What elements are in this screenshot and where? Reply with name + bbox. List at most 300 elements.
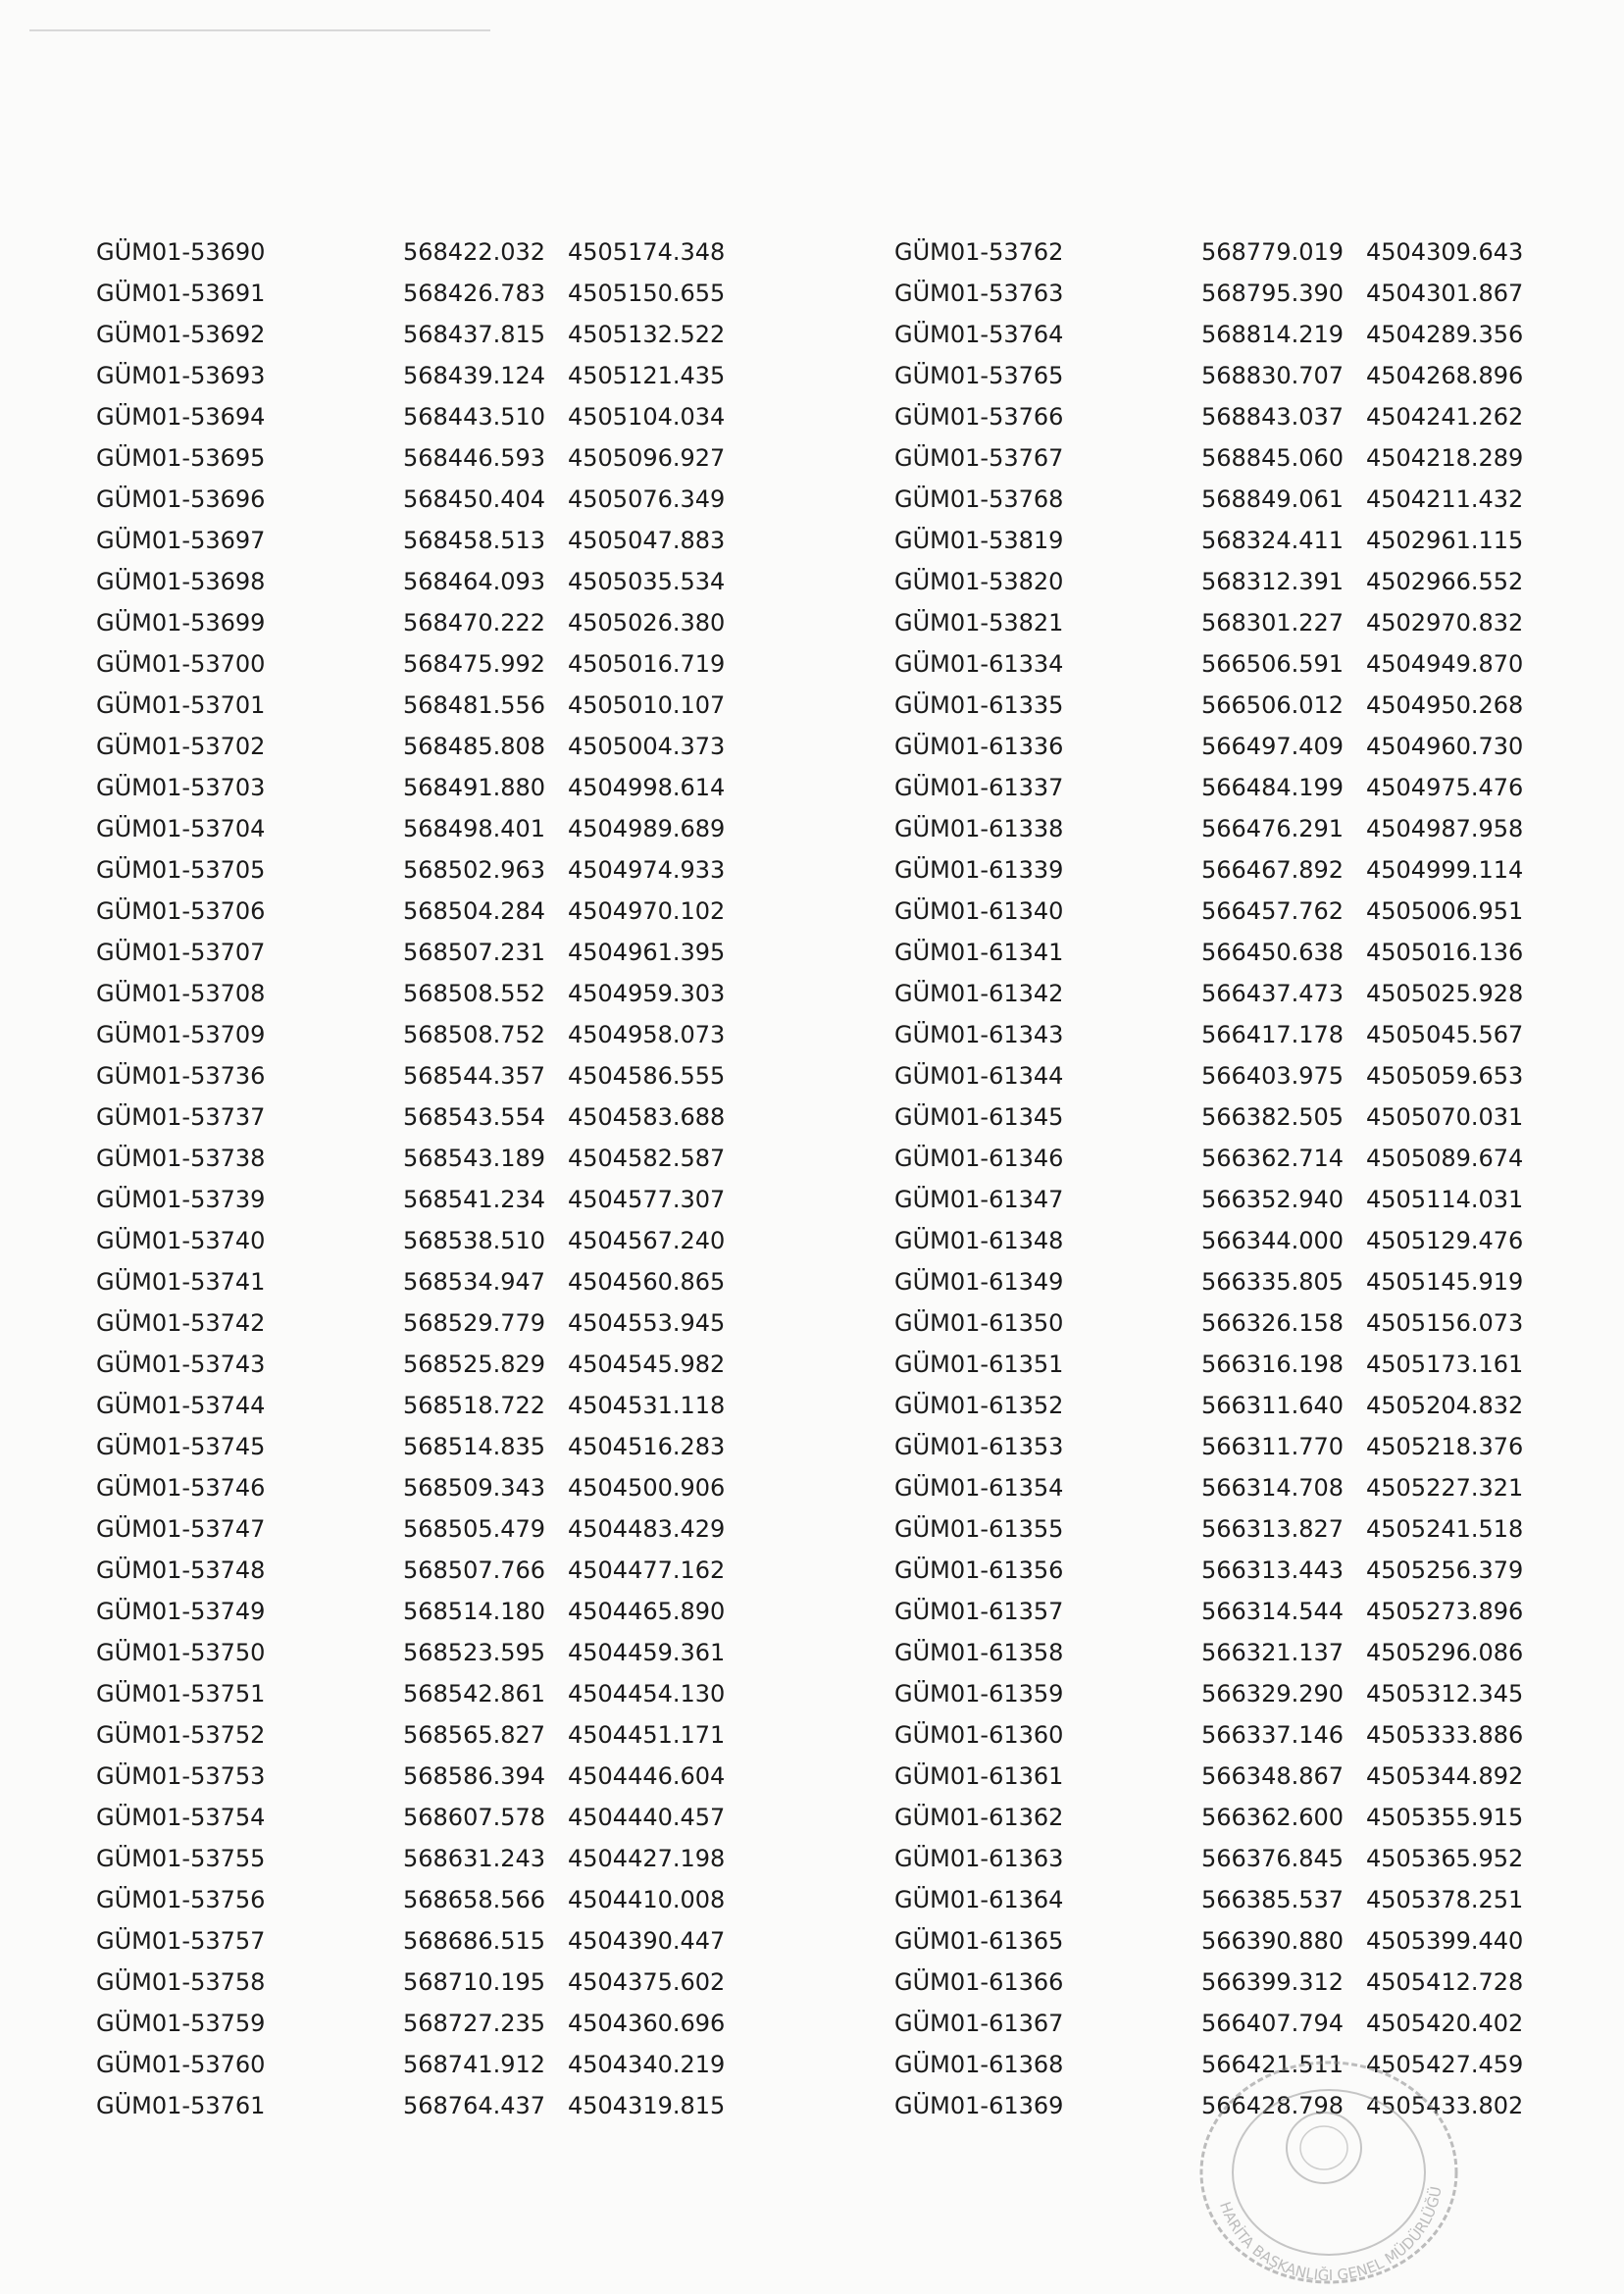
y-coordinate-cell: 4505433.802 [1366, 2092, 1524, 2119]
x-coordinate-cell: 568498.401 [403, 815, 546, 842]
y-coordinate-cell: 4504516.283 [568, 1433, 726, 1460]
x-coordinate-cell: 566311.640 [1201, 1392, 1345, 1419]
table-row [894, 973, 1542, 1014]
y-coordinate-cell: 4505010.107 [568, 691, 726, 719]
x-coordinate-cell: 566344.000 [1201, 1227, 1345, 1254]
point-id-cell: GÜM01-53695 [96, 444, 266, 472]
table-row [894, 561, 1542, 602]
y-coordinate-cell: 4505344.892 [1366, 1762, 1524, 1790]
x-coordinate-cell: 566316.198 [1201, 1351, 1345, 1378]
x-coordinate-cell: 566362.714 [1201, 1145, 1345, 1172]
y-coordinate-cell: 4504553.945 [568, 1309, 726, 1337]
x-coordinate-cell: 568849.061 [1201, 485, 1345, 513]
table-row [96, 891, 773, 932]
point-id-cell: GÜM01-53703 [96, 774, 266, 801]
y-coordinate-cell: 4505150.655 [568, 280, 726, 307]
table-row [894, 1014, 1542, 1055]
x-coordinate-cell: 568543.554 [403, 1103, 546, 1131]
table-row [96, 396, 773, 437]
y-coordinate-cell: 4504446.604 [568, 1762, 726, 1790]
x-coordinate-cell: 566476.291 [1201, 815, 1345, 842]
table-row [894, 1096, 1542, 1138]
x-coordinate-cell: 568437.815 [403, 321, 546, 348]
y-coordinate-cell: 4504301.867 [1366, 280, 1524, 307]
point-id-cell: GÜM01-61343 [894, 1021, 1064, 1048]
table-row [96, 1797, 773, 1838]
y-coordinate-cell: 4505227.321 [1366, 1474, 1524, 1502]
table-row [894, 1055, 1542, 1096]
point-id-cell: GÜM01-61357 [894, 1598, 1064, 1625]
x-coordinate-cell: 566484.199 [1201, 774, 1345, 801]
point-id-cell: GÜM01-61351 [894, 1351, 1064, 1378]
point-id-cell: GÜM01-61360 [894, 1721, 1064, 1749]
point-id-cell: GÜM01-53739 [96, 1186, 266, 1213]
table-row [96, 231, 773, 273]
table-row [894, 1714, 1542, 1756]
table-row [894, 891, 1542, 932]
x-coordinate-cell: 568607.578 [403, 1804, 546, 1831]
y-coordinate-cell: 4505096.927 [568, 444, 726, 472]
table-row [894, 1673, 1542, 1714]
table-row [894, 1756, 1542, 1797]
point-id-cell: GÜM01-61359 [894, 1680, 1064, 1708]
point-id-cell: GÜM01-53740 [96, 1227, 266, 1254]
y-coordinate-cell: 4505089.674 [1366, 1145, 1524, 1172]
table-row [96, 1426, 773, 1467]
point-id-cell: GÜM01-53698 [96, 568, 266, 595]
y-coordinate-cell: 4505121.435 [568, 362, 726, 389]
point-id-cell: GÜM01-61344 [894, 1062, 1064, 1090]
x-coordinate-cell: 566321.137 [1201, 1639, 1345, 1666]
table-row [894, 643, 1542, 685]
y-coordinate-cell: 4504545.982 [568, 1351, 726, 1378]
table-row [96, 2085, 773, 2126]
x-coordinate-cell: 568525.829 [403, 1351, 546, 1378]
point-id-cell: GÜM01-53736 [96, 1062, 266, 1090]
x-coordinate-cell: 566311.770 [1201, 1433, 1345, 1460]
table-row [96, 520, 773, 561]
point-id-cell: GÜM01-53762 [894, 238, 1064, 266]
point-id-cell: GÜM01-61368 [894, 2051, 1064, 2078]
x-coordinate-cell: 568586.394 [403, 1762, 546, 1790]
x-coordinate-cell: 566362.600 [1201, 1804, 1345, 1831]
table-row [894, 849, 1542, 891]
point-id-cell: GÜM01-61342 [894, 980, 1064, 1007]
table-row [894, 932, 1542, 973]
table-row [894, 1550, 1542, 1591]
point-id-cell: GÜM01-53741 [96, 1268, 266, 1296]
point-id-cell: GÜM01-53821 [894, 609, 1064, 637]
y-coordinate-cell: 4504989.689 [568, 815, 726, 842]
top-edge-line [29, 29, 490, 31]
table-row [96, 2044, 773, 2085]
y-coordinate-cell: 4504440.457 [568, 1804, 726, 1831]
table-row [96, 1838, 773, 1879]
x-coordinate-cell: 568514.835 [403, 1433, 546, 1460]
y-coordinate-cell: 4505114.031 [1366, 1186, 1524, 1213]
x-coordinate-cell: 568727.235 [403, 2010, 546, 2037]
x-coordinate-cell: 568446.593 [403, 444, 546, 472]
point-id-cell: GÜM01-53759 [96, 2010, 266, 2037]
x-coordinate-cell: 568422.032 [403, 238, 546, 266]
x-coordinate-cell: 568508.552 [403, 980, 546, 1007]
y-coordinate-cell: 4505420.402 [1366, 2010, 1524, 2037]
x-coordinate-cell: 568507.766 [403, 1556, 546, 1584]
point-id-cell: GÜM01-53764 [894, 321, 1064, 348]
x-coordinate-cell: 566352.940 [1201, 1186, 1345, 1213]
point-id-cell: GÜM01-53704 [96, 815, 266, 842]
x-coordinate-cell: 568485.808 [403, 733, 546, 760]
point-id-cell: GÜM01-53753 [96, 1762, 266, 1790]
x-coordinate-cell: 566403.975 [1201, 1062, 1345, 1090]
y-coordinate-cell: 4504975.476 [1366, 774, 1524, 801]
y-coordinate-cell: 4505399.440 [1366, 1927, 1524, 1955]
y-coordinate-cell: 4505076.349 [568, 485, 726, 513]
y-coordinate-cell: 4505026.380 [568, 609, 726, 637]
x-coordinate-cell: 566450.638 [1201, 939, 1345, 966]
x-coordinate-cell: 568658.566 [403, 1886, 546, 1913]
point-id-cell: GÜM01-53746 [96, 1474, 266, 1502]
table-row [894, 1344, 1542, 1385]
point-id-cell: GÜM01-53706 [96, 897, 266, 925]
table-row [96, 602, 773, 643]
point-id-cell: GÜM01-61362 [894, 1804, 1064, 1831]
x-coordinate-cell: 568543.189 [403, 1145, 546, 1172]
point-id-cell: GÜM01-53820 [894, 568, 1064, 595]
y-coordinate-cell: 4504309.643 [1366, 238, 1524, 266]
table-row [96, 561, 773, 602]
x-coordinate-cell: 568529.779 [403, 1309, 546, 1337]
table-row [96, 643, 773, 685]
point-id-cell: GÜM01-61349 [894, 1268, 1064, 1296]
table-row [894, 1261, 1542, 1302]
x-coordinate-cell: 568324.411 [1201, 527, 1345, 554]
x-coordinate-cell: 566313.827 [1201, 1515, 1345, 1543]
point-id-cell: GÜM01-53765 [894, 362, 1064, 389]
y-coordinate-cell: 4504586.555 [568, 1062, 726, 1090]
y-coordinate-cell: 4504970.102 [568, 897, 726, 925]
point-id-cell: GÜM01-61356 [894, 1556, 1064, 1584]
point-id-cell: GÜM01-53697 [96, 527, 266, 554]
y-coordinate-cell: 4505296.086 [1366, 1639, 1524, 1666]
y-coordinate-cell: 4505365.952 [1366, 1845, 1524, 1872]
point-id-cell: GÜM01-61338 [894, 815, 1064, 842]
x-coordinate-cell: 566417.178 [1201, 1021, 1345, 1048]
x-coordinate-cell: 566382.505 [1201, 1103, 1345, 1131]
table-row [894, 1302, 1542, 1344]
table-row [96, 1673, 773, 1714]
point-id-cell: GÜM01-53691 [96, 280, 266, 307]
y-coordinate-cell: 4504958.073 [568, 1021, 726, 1048]
x-coordinate-cell: 568470.222 [403, 609, 546, 637]
point-id-cell: GÜM01-53696 [96, 485, 266, 513]
x-coordinate-cell: 566437.473 [1201, 980, 1345, 1007]
x-coordinate-cell: 568507.231 [403, 939, 546, 966]
y-coordinate-cell: 4505355.915 [1366, 1804, 1524, 1831]
y-coordinate-cell: 4504451.171 [568, 1721, 726, 1749]
table-row [96, 355, 773, 396]
point-id-cell: GÜM01-61348 [894, 1227, 1064, 1254]
coordinate-table-right [894, 231, 1542, 2126]
x-coordinate-cell: 566348.867 [1201, 1762, 1345, 1790]
x-coordinate-cell: 568514.180 [403, 1598, 546, 1625]
y-coordinate-cell: 4505412.728 [1366, 1968, 1524, 1996]
x-coordinate-cell: 568491.880 [403, 774, 546, 801]
table-row [894, 1838, 1542, 1879]
point-id-cell: GÜM01-53756 [96, 1886, 266, 1913]
y-coordinate-cell: 4505016.136 [1366, 939, 1524, 966]
point-id-cell: GÜM01-61335 [894, 691, 1064, 719]
x-coordinate-cell: 568312.391 [1201, 568, 1345, 595]
x-coordinate-cell: 568505.479 [403, 1515, 546, 1543]
point-id-cell: GÜM01-53748 [96, 1556, 266, 1584]
table-row [96, 437, 773, 479]
table-row [894, 726, 1542, 767]
x-coordinate-cell: 568502.963 [403, 856, 546, 884]
table-row [96, 1550, 773, 1591]
table-row [894, 808, 1542, 849]
table-row [894, 1138, 1542, 1179]
y-coordinate-cell: 4504998.614 [568, 774, 726, 801]
point-id-cell: GÜM01-53757 [96, 1927, 266, 1955]
y-coordinate-cell: 4504459.361 [568, 1639, 726, 1666]
point-id-cell: GÜM01-61340 [894, 897, 1064, 925]
y-coordinate-cell: 4504375.602 [568, 1968, 726, 1996]
x-coordinate-cell: 566407.794 [1201, 2010, 1345, 2037]
x-coordinate-cell: 568509.343 [403, 1474, 546, 1502]
x-coordinate-cell: 568631.243 [403, 1845, 546, 1872]
x-coordinate-cell: 566329.290 [1201, 1680, 1345, 1708]
y-coordinate-cell: 4502970.832 [1366, 609, 1524, 637]
point-id-cell: GÜM01-61369 [894, 2092, 1064, 2119]
table-row [96, 1096, 773, 1138]
y-coordinate-cell: 4505173.161 [1366, 1351, 1524, 1378]
y-coordinate-cell: 4505104.034 [568, 403, 726, 431]
x-coordinate-cell: 566457.762 [1201, 897, 1345, 925]
x-coordinate-cell: 566428.798 [1201, 2092, 1345, 2119]
point-id-cell: GÜM01-53761 [96, 2092, 266, 2119]
y-coordinate-cell: 4504500.906 [568, 1474, 726, 1502]
y-coordinate-cell: 4504960.730 [1366, 733, 1524, 760]
table-row [894, 520, 1542, 561]
x-coordinate-cell: 568504.284 [403, 897, 546, 925]
coordinate-table-left [96, 231, 773, 2126]
table-row [894, 1426, 1542, 1467]
x-coordinate-cell: 568439.124 [403, 362, 546, 389]
table-row [96, 1920, 773, 1962]
point-id-cell: GÜM01-61334 [894, 650, 1064, 678]
x-coordinate-cell: 568544.357 [403, 1062, 546, 1090]
y-coordinate-cell: 4504241.262 [1366, 403, 1524, 431]
point-id-cell: GÜM01-61345 [894, 1103, 1064, 1131]
point-id-cell: GÜM01-53752 [96, 1721, 266, 1749]
y-coordinate-cell: 4504560.865 [568, 1268, 726, 1296]
point-id-cell: GÜM01-53709 [96, 1021, 266, 1048]
official-seal-stamp-icon [1177, 2020, 1481, 2290]
point-id-cell: GÜM01-61352 [894, 1392, 1064, 1419]
y-coordinate-cell: 4504974.933 [568, 856, 726, 884]
table-row [96, 1261, 773, 1302]
point-id-cell: GÜM01-53737 [96, 1103, 266, 1131]
x-coordinate-cell: 568542.861 [403, 1680, 546, 1708]
y-coordinate-cell: 4504582.587 [568, 1145, 726, 1172]
point-id-cell: GÜM01-53751 [96, 1680, 266, 1708]
table-row [894, 1385, 1542, 1426]
y-coordinate-cell: 4504567.240 [568, 1227, 726, 1254]
table-row [894, 479, 1542, 520]
point-id-cell: GÜM01-61347 [894, 1186, 1064, 1213]
table-row [96, 1055, 773, 1096]
table-row [894, 273, 1542, 314]
table-row [96, 1385, 773, 1426]
x-coordinate-cell: 566390.880 [1201, 1927, 1345, 1955]
table-row [894, 602, 1542, 643]
x-coordinate-cell: 568830.707 [1201, 362, 1345, 389]
point-id-cell: GÜM01-53763 [894, 280, 1064, 307]
point-id-cell: GÜM01-61354 [894, 1474, 1064, 1502]
x-coordinate-cell: 568764.437 [403, 2092, 546, 2119]
point-id-cell: GÜM01-53742 [96, 1309, 266, 1337]
y-coordinate-cell: 4505016.719 [568, 650, 726, 678]
x-coordinate-cell: 568814.219 [1201, 321, 1345, 348]
table-row [894, 1179, 1542, 1220]
table-row [96, 808, 773, 849]
table-row [894, 231, 1542, 273]
table-row [96, 726, 773, 767]
point-id-cell: GÜM01-61346 [894, 1145, 1064, 1172]
y-coordinate-cell: 4505145.919 [1366, 1268, 1524, 1296]
point-id-cell: GÜM01-61355 [894, 1515, 1064, 1543]
x-coordinate-cell: 568464.093 [403, 568, 546, 595]
point-id-cell: GÜM01-53745 [96, 1433, 266, 1460]
point-id-cell: GÜM01-61366 [894, 1968, 1064, 1996]
x-coordinate-cell: 568426.783 [403, 280, 546, 307]
x-coordinate-cell: 568508.752 [403, 1021, 546, 1048]
table-row [96, 2003, 773, 2044]
x-coordinate-cell: 566497.409 [1201, 733, 1345, 760]
x-coordinate-cell: 568845.060 [1201, 444, 1345, 472]
x-coordinate-cell: 568475.992 [403, 650, 546, 678]
y-coordinate-cell: 4504427.198 [568, 1845, 726, 1872]
point-id-cell: GÜM01-53754 [96, 1804, 266, 1831]
point-id-cell: GÜM01-53743 [96, 1351, 266, 1378]
y-coordinate-cell: 4505045.567 [1366, 1021, 1524, 1048]
y-coordinate-cell: 4505025.928 [1366, 980, 1524, 1007]
y-coordinate-cell: 4505378.251 [1366, 1886, 1524, 1913]
table-row [894, 1467, 1542, 1508]
x-coordinate-cell: 568301.227 [1201, 609, 1345, 637]
x-coordinate-cell: 566326.158 [1201, 1309, 1345, 1337]
stamp-text: HARİTA BAŞKANLIĞI GENEL MÜDÜRLÜĞÜ [1216, 2185, 1446, 2285]
table-row [894, 437, 1542, 479]
y-coordinate-cell: 4504360.696 [568, 2010, 726, 2037]
point-id-cell: GÜM01-53755 [96, 1845, 266, 1872]
x-coordinate-cell: 568534.947 [403, 1268, 546, 1296]
y-coordinate-cell: 4504987.958 [1366, 815, 1524, 842]
table-row [96, 1508, 773, 1550]
table-row [96, 1714, 773, 1756]
table-row [96, 1014, 773, 1055]
point-id-cell: GÜM01-61361 [894, 1762, 1064, 1790]
point-id-cell: GÜM01-53744 [96, 1392, 266, 1419]
point-id-cell: GÜM01-53750 [96, 1639, 266, 1666]
table-row [96, 1220, 773, 1261]
x-coordinate-cell: 568686.515 [403, 1927, 546, 1955]
table-row [894, 767, 1542, 808]
x-coordinate-cell: 566506.591 [1201, 650, 1345, 678]
y-coordinate-cell: 4504340.219 [568, 2051, 726, 2078]
table-row [96, 1138, 773, 1179]
point-id-cell: GÜM01-53749 [96, 1598, 266, 1625]
x-coordinate-cell: 568541.234 [403, 1186, 546, 1213]
x-coordinate-cell: 568795.390 [1201, 280, 1345, 307]
table-row [894, 1632, 1542, 1673]
y-coordinate-cell: 4505004.373 [568, 733, 726, 760]
x-coordinate-cell: 568710.195 [403, 1968, 546, 1996]
y-coordinate-cell: 4505427.459 [1366, 2051, 1524, 2078]
x-coordinate-cell: 566314.544 [1201, 1598, 1345, 1625]
table-row [96, 685, 773, 726]
point-id-cell: GÜM01-53702 [96, 733, 266, 760]
table-row [894, 1508, 1542, 1550]
x-coordinate-cell: 568443.510 [403, 403, 546, 431]
table-row [96, 479, 773, 520]
table-row [96, 1302, 773, 1344]
y-coordinate-cell: 4504289.356 [1366, 321, 1524, 348]
x-coordinate-cell: 566506.012 [1201, 691, 1345, 719]
y-coordinate-cell: 4505006.951 [1366, 897, 1524, 925]
y-coordinate-cell: 4505035.534 [568, 568, 726, 595]
table-row [894, 1879, 1542, 1920]
x-coordinate-cell: 566376.845 [1201, 1845, 1345, 1872]
point-id-cell: GÜM01-61367 [894, 2010, 1064, 2037]
y-coordinate-cell: 4504477.162 [568, 1556, 726, 1584]
table-row [894, 1962, 1542, 2003]
point-id-cell: GÜM01-61353 [894, 1433, 1064, 1460]
table-row [96, 1756, 773, 1797]
table-row [894, 396, 1542, 437]
point-id-cell: GÜM01-53767 [894, 444, 1064, 472]
point-id-cell: GÜM01-53819 [894, 527, 1064, 554]
point-id-cell: GÜM01-53766 [894, 403, 1064, 431]
y-coordinate-cell: 4505333.886 [1366, 1721, 1524, 1749]
table-row [96, 1879, 773, 1920]
y-coordinate-cell: 4504531.118 [568, 1392, 726, 1419]
y-coordinate-cell: 4505174.348 [568, 238, 726, 266]
point-id-cell: GÜM01-61337 [894, 774, 1064, 801]
x-coordinate-cell: 566313.443 [1201, 1556, 1345, 1584]
table-row [894, 314, 1542, 355]
y-coordinate-cell: 4505256.379 [1366, 1556, 1524, 1584]
y-coordinate-cell: 4505070.031 [1366, 1103, 1524, 1131]
point-id-cell: GÜM01-61336 [894, 733, 1064, 760]
y-coordinate-cell: 4504577.307 [568, 1186, 726, 1213]
y-coordinate-cell: 4502966.552 [1366, 568, 1524, 595]
x-coordinate-cell: 568741.912 [403, 2051, 546, 2078]
point-id-cell: GÜM01-53690 [96, 238, 266, 266]
y-coordinate-cell: 4504949.870 [1366, 650, 1524, 678]
y-coordinate-cell: 4505241.518 [1366, 1515, 1524, 1543]
y-coordinate-cell: 4504218.289 [1366, 444, 1524, 472]
table-row [894, 1920, 1542, 1962]
table-row [96, 973, 773, 1014]
y-coordinate-cell: 4505156.073 [1366, 1309, 1524, 1337]
x-coordinate-cell: 566314.708 [1201, 1474, 1345, 1502]
point-id-cell: GÜM01-61341 [894, 939, 1064, 966]
point-id-cell: GÜM01-53705 [96, 856, 266, 884]
y-coordinate-cell: 4504483.429 [568, 1515, 726, 1543]
y-coordinate-cell: 4504319.815 [568, 2092, 726, 2119]
